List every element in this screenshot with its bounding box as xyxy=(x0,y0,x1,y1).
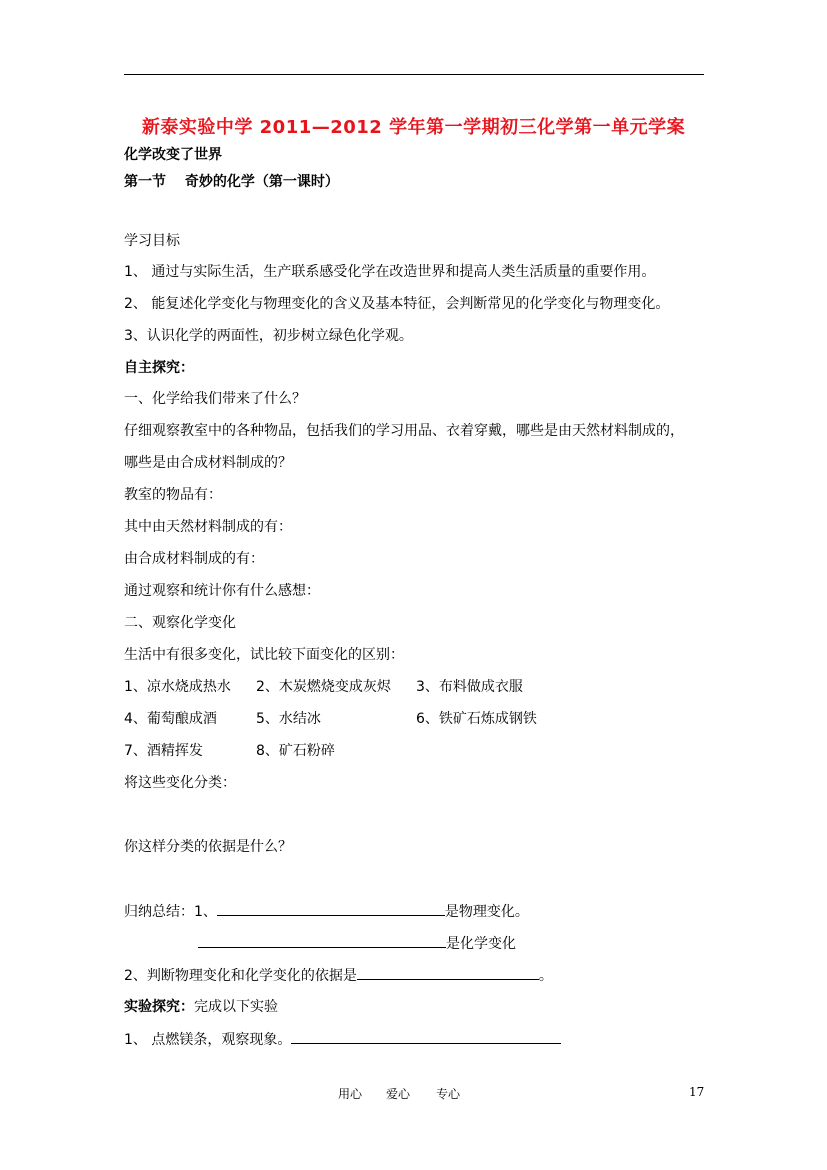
summary-line-2 xyxy=(198,933,516,954)
experiment-line xyxy=(124,997,278,1017)
physical-change-blank[interactable] xyxy=(217,901,445,916)
footer-motto-2: 爱心 xyxy=(386,1087,411,1101)
part1-intro-line1: 仔细观察教室中的各种物品，包括我们的学习用品、衣着穿戴，哪些是由天然材料制成的， xyxy=(124,423,684,439)
change-item: 2、木炭燃烧变成灰烬 xyxy=(256,679,391,695)
part1-intro-line2: 哪些是由合成材料制成的？ xyxy=(124,455,292,471)
judge-suffix: 。 xyxy=(538,968,553,984)
experiment-1-blank[interactable] xyxy=(291,1029,561,1044)
classroom-items-prompt: 教室的物品有： xyxy=(124,487,222,503)
change-item: 1、凉水烧成热水 xyxy=(124,679,231,695)
thoughts-prompt: 通过观察和统计你有什么感想： xyxy=(124,583,320,599)
chemical-change-blank[interactable] xyxy=(198,933,446,948)
experiment-label: 实验探究： xyxy=(124,999,194,1015)
part1-heading: 一、化学给我们带来了什么？ xyxy=(124,391,306,407)
change-item: 5、水结冰 xyxy=(256,711,321,727)
change-item: 4、葡萄酿成酒 xyxy=(124,711,217,727)
summary-line-1 xyxy=(124,901,529,922)
judge-line xyxy=(124,965,553,986)
classify-prompt: 将这些变化分类： xyxy=(124,775,236,791)
summary-chemical-label: 是化学变化 xyxy=(446,936,516,952)
page-number: 17 xyxy=(689,1085,705,1099)
section-title: 第一节 奇妙的化学（第一课时） xyxy=(124,174,339,190)
goals-heading: 学习目标 xyxy=(124,233,180,249)
judge-basis-blank[interactable] xyxy=(357,965,539,980)
synthetic-materials-prompt: 由合成材料制成的有： xyxy=(124,551,264,567)
summary-prefix: 归纳总结：1、 xyxy=(124,904,217,920)
footer-motto-3: 专心 xyxy=(436,1087,461,1101)
goal-item: 2、 能复述化学变化与物理变化的含义及基本特征，会判断常见的化学变化与物理变化。 xyxy=(124,296,670,312)
goal-item: 3、认识化学的两面性，初步树立绿色化学观。 xyxy=(124,328,413,344)
change-item: 8、矿石粉碎 xyxy=(256,743,335,759)
change-item: 7、酒精挥发 xyxy=(124,743,203,759)
self-explore-heading: 自主探究： xyxy=(124,360,194,376)
experiment-text: 完成以下实验 xyxy=(194,999,278,1015)
experiment-1-line xyxy=(124,1029,561,1050)
goal-item: 1、 通过与实际生活，生产联系感受化学在改造世界和提高人类生活质量的重要作用。 xyxy=(124,264,656,280)
part2-heading: 二、观察化学变化 xyxy=(124,615,236,631)
change-item: 6、铁矿石炼成钢铁 xyxy=(416,711,537,727)
judge-prefix: 2、判断物理变化和化学变化的依据是 xyxy=(124,968,357,984)
summary-physical-label: 是物理变化。 xyxy=(444,904,529,920)
unit-title: 化学改变了世界 xyxy=(124,147,222,163)
change-item: 3、布料做成衣服 xyxy=(416,679,523,695)
footer-motto-1: 用心 xyxy=(338,1087,363,1101)
part2-intro: 生活中有很多变化，试比较下面变化的区别： xyxy=(124,647,404,663)
natural-materials-prompt: 其中由天然材料制成的有： xyxy=(124,519,292,535)
experiment-1-text: 1、 点燃镁条，观察现象。 xyxy=(124,1032,292,1048)
document-title: 新泰实验中学 2011—2012 学年第一学期初三化学第一单元学案 xyxy=(141,117,686,138)
basis-question: 你这样分类的依据是什么？ xyxy=(124,839,292,855)
header-rule xyxy=(124,74,704,75)
